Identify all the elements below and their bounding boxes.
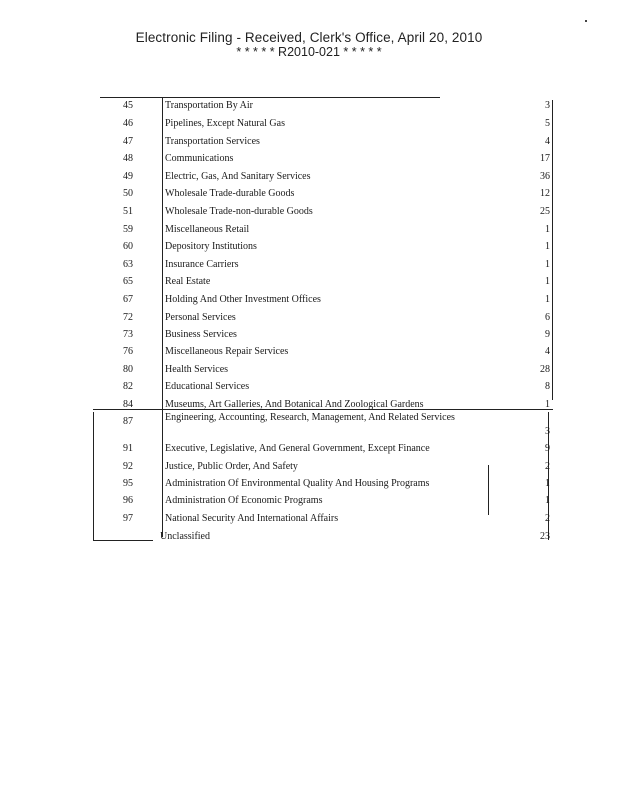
sic-code: 47 — [123, 136, 133, 147]
industry-description: Unclassified — [160, 531, 210, 542]
sic-code: 65 — [123, 276, 133, 287]
table-row — [0, 412, 618, 437]
table-row — [0, 346, 618, 364]
table-row — [0, 461, 618, 479]
table-row — [0, 513, 618, 531]
industry-description: Transportation By Air — [165, 100, 253, 111]
sic-code: 91 — [123, 443, 133, 454]
establishment-count: 1 — [545, 294, 550, 305]
sic-code: 97 — [123, 513, 133, 524]
establishment-count: 36 — [540, 171, 550, 182]
scan-speck — [585, 20, 587, 22]
sic-code: 59 — [123, 224, 133, 235]
table-row — [0, 224, 618, 242]
establishment-count: 1 — [545, 478, 550, 489]
sic-code: 60 — [123, 241, 133, 252]
industry-description: Electric, Gas, And Sanitary Services — [165, 171, 311, 182]
table-row — [0, 171, 618, 189]
establishment-count: 23 — [540, 531, 550, 542]
sic-code: 73 — [123, 329, 133, 340]
industry-description: National Security And International Affairs — [165, 513, 339, 524]
industry-description: Holding And Other Investment Offices — [165, 294, 321, 305]
industry-description: Communications — [165, 153, 234, 164]
sic-code: 72 — [123, 312, 133, 323]
sic-code: 87 — [123, 416, 133, 427]
sic-code: 80 — [123, 364, 133, 375]
industry-description: Miscellaneous Repair Services — [165, 346, 289, 357]
establishment-count: 2 — [545, 461, 550, 472]
industry-description: Engineering, Accounting, Research, Management, And Related Services — [165, 412, 455, 423]
industry-description: Transportation Services — [165, 136, 260, 147]
sic-code: 76 — [123, 346, 133, 357]
sic-code: 95 — [123, 478, 133, 489]
sic-code: 45 — [123, 100, 133, 111]
industry-description: Wholesale Trade-non-durable Goods — [165, 206, 313, 217]
sic-code: 51 — [123, 206, 133, 217]
table-row — [0, 381, 618, 399]
industry-description: Health Services — [165, 364, 229, 375]
establishment-count: 4 — [545, 136, 550, 147]
sic-code: 50 — [123, 188, 133, 199]
establishment-count: 1 — [545, 399, 550, 410]
table-row — [0, 241, 618, 259]
establishment-count: 1 — [545, 224, 550, 235]
table-row — [0, 443, 618, 461]
industry-description: Administration Of Environmental Quality And Housing Programs — [165, 478, 430, 489]
filing-stamp-title: Electronic Filing - Received, Clerk's Office, April 20, 2010 — [135, 30, 483, 45]
table-row — [0, 531, 618, 549]
sic-code: 84 — [123, 399, 133, 410]
sic-code: 63 — [123, 259, 133, 270]
sic-code: 46 — [123, 118, 133, 129]
establishment-count: 3 — [545, 426, 550, 437]
establishment-count: 6 — [545, 312, 550, 323]
sic-code: 48 — [123, 153, 133, 164]
establishment-count: 3 — [545, 100, 550, 111]
establishment-count: 4 — [545, 346, 550, 357]
docket-number: * * * * * R2010-021 * * * * * — [236, 45, 382, 59]
table-row — [0, 206, 618, 224]
table-row — [0, 312, 618, 330]
table-row — [0, 188, 618, 206]
industry-description: Administration Of Economic Programs — [165, 495, 323, 506]
table-row — [0, 294, 618, 312]
establishment-count: 1 — [545, 259, 550, 270]
establishment-count: 1 — [545, 241, 550, 252]
establishment-count: 8 — [545, 381, 550, 392]
establishment-count: 9 — [545, 443, 550, 454]
establishment-count: 5 — [545, 118, 550, 129]
industry-description: Depository Institutions — [165, 241, 257, 252]
industry-description: Museums, Art Galleries, And Botanical And Zoological Gardens — [165, 399, 424, 410]
table-row — [0, 118, 618, 136]
industry-description: Justice, Public Order, And Safety — [165, 461, 298, 472]
industry-description: Pipelines, Except Natural Gas — [165, 118, 285, 129]
establishment-count: 2 — [545, 513, 550, 524]
establishment-count: 25 — [540, 206, 550, 217]
table-row — [0, 259, 618, 277]
sic-code: 67 — [123, 294, 133, 305]
industry-description: Miscellaneous Retail — [165, 224, 250, 235]
establishment-count: 28 — [540, 364, 550, 375]
sic-code: 49 — [123, 171, 133, 182]
establishment-count: 17 — [540, 153, 550, 164]
sic-code: 82 — [123, 381, 133, 392]
establishment-count: 1 — [545, 276, 550, 287]
industry-description: Wholesale Trade-durable Goods — [165, 188, 295, 199]
establishment-count: 12 — [540, 188, 550, 199]
table-row — [0, 100, 618, 118]
industry-description: Executive, Legislative, And General Government, Except Finance — [165, 443, 430, 454]
establishment-count: 9 — [545, 329, 550, 340]
table-row — [0, 364, 618, 382]
table-row — [0, 329, 618, 347]
industry-description: Educational Services — [165, 381, 250, 392]
table-top-rule — [100, 97, 440, 98]
table-row — [0, 478, 618, 496]
industry-description: Real Estate — [165, 276, 211, 287]
table-row — [0, 153, 618, 171]
table-row — [0, 136, 618, 154]
establishment-count: 1 — [545, 495, 550, 506]
table-row — [0, 276, 618, 294]
industry-description: Business Services — [165, 329, 237, 340]
industry-description: Personal Services — [165, 312, 236, 323]
table-row — [0, 495, 618, 513]
sic-code: 96 — [123, 495, 133, 506]
industry-description: Insurance Carriers — [165, 259, 239, 270]
sic-code: 92 — [123, 461, 133, 472]
